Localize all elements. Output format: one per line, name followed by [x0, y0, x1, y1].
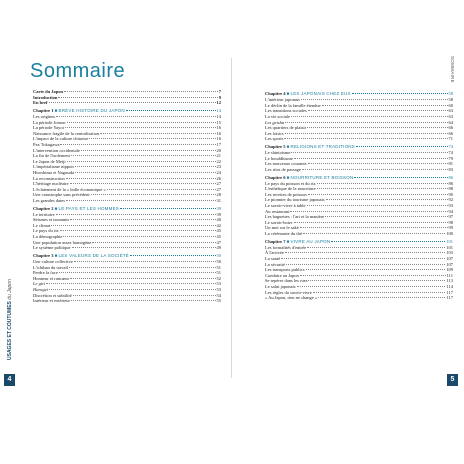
toc-entry-title: Un mot sur le saké [265, 225, 299, 231]
dot-leader [92, 242, 215, 243]
dot-leader [300, 275, 446, 276]
running-header-left [4, 279, 18, 360]
toc-page-number: 74 [448, 150, 453, 156]
toc-page-number: 98 [448, 219, 453, 225]
toc-page-number: 20 [216, 147, 221, 153]
toc-entry [33, 245, 221, 251]
toc-entry-title: L'ichiban du travail [33, 264, 69, 270]
toc-page-number: 24 [216, 169, 221, 175]
dot-leader [70, 278, 216, 279]
dot-leader [56, 214, 216, 215]
toc-entry-title: Le shintoïsme [265, 150, 291, 156]
square-bullet-icon: ■ [285, 144, 291, 150]
toc-page-number: 14 [216, 107, 221, 113]
toc-page-number: 86 [448, 180, 453, 186]
toc-page-number: 97 [448, 214, 453, 220]
toc-page-number: 107 [446, 256, 453, 261]
toc-page-number: 55 [216, 298, 221, 304]
dot-leader [281, 258, 445, 259]
toc-entry-title: Le pays du riz [33, 228, 59, 234]
dot-leader [100, 133, 215, 134]
dot-leader [70, 183, 216, 184]
toc-page-number: 51 [216, 264, 221, 270]
toc-right-column [265, 89, 453, 301]
dot-leader [286, 264, 445, 265]
toc-entry-title: Séismes et tsunamis [33, 217, 70, 223]
toc-entry-title: Le territoire [33, 211, 55, 217]
toc-entry-title: En bref [33, 100, 48, 106]
chapter-name: VIVRE AU JAPON [290, 238, 331, 244]
dot-leader [325, 216, 447, 217]
toc-entry-title: Les grandes dates [33, 197, 65, 203]
toc-entry-title: La fin de l'isolement [33, 153, 70, 159]
toc-entry-title: Le savoir-boire [265, 219, 293, 225]
chapter-name: LE PAYS ET LES HOMMES [58, 205, 119, 211]
toc-entry-title: L'éclatement de la « bulle économique » [33, 186, 106, 192]
chapter-name: LES JAPONAIS CHEZ EUX [290, 91, 351, 97]
dot-leader [317, 183, 448, 184]
square-bullet-icon: ■ [53, 253, 59, 258]
toc-entry-title: Le système politique [33, 245, 71, 251]
dot-leader [91, 194, 216, 195]
toc-page-number: 117 [446, 295, 453, 301]
toc-page-number: 74 [448, 144, 453, 150]
dot-leader [294, 222, 448, 223]
toc-entry-title: Le pays du poisson et du riz [265, 180, 316, 186]
dot-leader [71, 300, 216, 301]
dot-leader [74, 261, 216, 262]
toc-page-number: 79 [448, 155, 453, 161]
toc-page-number: 66 [448, 125, 453, 131]
toc-page-number: 39 [216, 205, 221, 211]
dot-leader [58, 97, 217, 98]
toc-entry-title: Le pionnier du tourisme japonais [265, 197, 325, 203]
toc-entry-title: À l'arrivée [265, 250, 284, 256]
toc-page-number: 94 [448, 208, 453, 214]
toc-page-number: 90 [448, 191, 453, 197]
toc-page-number: 58 [448, 91, 453, 97]
chapter-number: Chapitre 1 [33, 107, 54, 113]
dot-leader [51, 225, 215, 226]
toc-page-number: 16 [216, 130, 221, 136]
chapter-number: Chapitre 6 [265, 174, 286, 180]
toc-entry-title: Haragei [33, 286, 48, 292]
dot-leader [313, 292, 446, 293]
dot-leader [72, 247, 216, 248]
toc-page-number: 114 [446, 283, 453, 289]
dot-leader [66, 200, 216, 201]
toc-page-number: 113 [446, 278, 453, 284]
toc-entry-title: L'impérialisme nippon [33, 164, 74, 170]
toc-entry-title: « Au Japon, rien ne change » [265, 295, 318, 301]
toc-entry-title: Naissance fragile de la centralisation [33, 130, 100, 136]
toc-page-number: 54 [216, 292, 221, 298]
toc-page-number: 45 [216, 234, 221, 240]
page-number-right: 5 [447, 374, 458, 386]
toc-entry [265, 136, 453, 142]
toc-page-number: 92 [448, 197, 453, 203]
toc-entry-title: Pax Tokugawa [33, 141, 60, 147]
toc-entry-title: Les loisirs [265, 130, 284, 136]
toc-page-number: 64 [448, 119, 453, 125]
dot-leader [81, 150, 216, 151]
toc-page-number: 103 [446, 250, 453, 256]
toc-entry-title: Une culture collective [33, 259, 73, 264]
toc-entry-title: La sécurité [265, 261, 285, 267]
dot-leader [107, 189, 216, 190]
toc-page-number: 47 [216, 239, 221, 245]
toc-page-number: 51 [216, 270, 221, 276]
toc-page-number: 17 [216, 141, 221, 147]
dot-leader [308, 194, 448, 195]
chapter-number: Chapitre 7 [265, 238, 286, 244]
toc-page-number: 88 [448, 186, 453, 192]
dot-leader [49, 102, 216, 103]
toc-entry [265, 231, 453, 237]
toc-page-number: 60 [448, 102, 453, 108]
toc-entry-title: Les règles du savoir-vivre [265, 289, 312, 295]
chapter-name: RELIGIONS ET TRADITIONS [290, 144, 355, 150]
toc-entry-title: Le climat [33, 222, 51, 228]
toc-entry-title: Le giri [33, 281, 46, 287]
dot-leader [290, 211, 447, 212]
toc-entry-title: L'intérieur japonais [265, 97, 300, 103]
gutter-divider [231, 58, 232, 378]
chapter-name: LES VALEURS DE LA SOCIÉTÉ [58, 253, 129, 258]
dot-leader [67, 122, 216, 123]
dot-leader [73, 295, 216, 296]
page-number-left: 4 [4, 374, 15, 386]
dot-leader [291, 116, 448, 117]
square-bullet-icon: ■ [285, 91, 291, 97]
toc-entry-title: Les geisha [265, 119, 285, 125]
toc-page-number: 81 [448, 161, 453, 167]
chapter-number: Chapitre 3 [33, 253, 54, 258]
square-bullet-icon: ■ [285, 174, 291, 180]
toc-entry [265, 167, 453, 173]
dot-leader [59, 272, 216, 273]
toc-entry-title: Introduction [33, 94, 58, 100]
dot-leader [308, 280, 445, 281]
toc-page-number: 27 [216, 186, 221, 192]
dot-leader [56, 116, 215, 117]
dot-leader [66, 178, 216, 179]
dot-leader [285, 122, 447, 123]
toc-entry-title: Les transitions sociales [265, 108, 307, 114]
toc-entry-title: Hiroshima et Nagasaki [33, 169, 75, 175]
toc-entry-title: Les baguettes : l'art et la manière [265, 214, 325, 220]
toc-entry-title: L'impact de la culture chinoise [33, 136, 89, 142]
toc-page-number: 86 [448, 174, 453, 180]
dot-leader [300, 227, 448, 228]
dot-leader [49, 289, 216, 290]
toc-entry-title: Une population assez homogène [33, 239, 92, 245]
dot-leader [354, 177, 447, 178]
dot-leader [64, 91, 218, 92]
running-header-right [447, 56, 457, 96]
dot-leader [308, 163, 448, 164]
chapter-name: BRÈVE HISTOIRE DU JAPON [58, 107, 125, 113]
toc-page-number: 58 [448, 97, 453, 103]
toc-page-number: 71 [448, 136, 453, 142]
toc-page-number: 101 [446, 238, 453, 244]
toc-page-number: 63 [448, 113, 453, 119]
toc-entry-title: Au restaurant [265, 208, 290, 214]
toc-page-number: 21 [216, 153, 221, 159]
toc-entry-title: La période Jomon [33, 119, 66, 125]
book-title: USAGES ET COUTUMES [7, 301, 13, 360]
toc-entry-title: L'héritage nucléaire [33, 181, 69, 187]
toc-entry-title: L'esthétique de la nourriture [265, 186, 316, 192]
toc-page-number: 66 [448, 130, 453, 136]
toc-page-number: 28 [216, 192, 221, 198]
dot-leader [317, 188, 448, 189]
toc-page-number: 23 [216, 164, 221, 170]
dot-leader [63, 236, 215, 237]
toc-page-number: 53 [216, 281, 221, 287]
toc-page-number: 83 [448, 166, 453, 172]
dot-leader [352, 93, 448, 94]
dot-leader [46, 283, 215, 284]
dot-leader [307, 247, 445, 248]
toc-entry-title: L'intervention occidentale [33, 147, 80, 153]
toc-entry-title: Se repérer dans les rues [265, 278, 308, 284]
toc-entry [265, 295, 453, 301]
dot-leader [303, 233, 445, 234]
toc-page-number: 26 [216, 175, 221, 181]
toc-entry-title: La démographie [33, 234, 63, 240]
toc-entry-title: Perdre la face [33, 270, 58, 276]
toc-entry [33, 198, 221, 204]
toc-page-number: 53 [216, 286, 221, 292]
toc-page-number: 49 [216, 245, 221, 251]
dot-leader [318, 297, 445, 298]
toc-entry-title: La cérémonie du thé [265, 231, 302, 237]
chapter-name: NOURRITURE ET BOISSON [290, 174, 354, 180]
toc-entry-title: Intérieur et extérieur [33, 298, 70, 304]
section-label: SOMMAIRE [450, 56, 455, 83]
toc-entry-title: Le salut japonais [265, 283, 296, 289]
chapter-number: Chapitre 4 [265, 91, 286, 97]
dot-leader [291, 152, 447, 153]
toc-page-number: 9 [218, 94, 221, 100]
toc-entry-title: Les nouveaux courants [265, 161, 307, 167]
toc-page-number: 109 [446, 267, 453, 273]
dot-leader [285, 252, 445, 253]
toc-entry-title: Les formalités d'entrée [265, 244, 307, 250]
toc-entry-title: Le bouddhisme [265, 155, 293, 161]
dot-leader [70, 219, 215, 220]
toc-entry [33, 100, 221, 106]
toc-page-number: 27 [216, 181, 221, 187]
toc-page-number: 101 [446, 244, 453, 250]
toc-entry-title: Honneur et rancœur [33, 275, 69, 281]
toc-page-number: 52 [216, 275, 221, 281]
dot-leader [120, 208, 216, 209]
toc-page-number: 7 [218, 89, 221, 94]
dot-leader [322, 105, 448, 106]
book-subtitle: du Japon [7, 279, 13, 300]
dot-leader [302, 169, 448, 170]
dot-leader [75, 172, 215, 173]
dot-leader [297, 286, 446, 287]
toc-page-number: 31 [216, 197, 221, 203]
toc-entry-title: Le savoir-vivre à table [265, 203, 306, 209]
dot-leader [75, 166, 216, 167]
square-bullet-icon: ■ [53, 107, 59, 113]
square-bullet-icon: ■ [285, 238, 291, 244]
toc-entry-title: Conduire au Japon [265, 272, 299, 278]
dot-leader [308, 110, 448, 111]
toc-page-number: 42 [216, 222, 221, 228]
toc-page-number: 100 [446, 231, 453, 237]
dot-leader [60, 230, 216, 231]
toc-entry-title: La période Yayoi [33, 125, 64, 131]
toc-entry-title: Les transports publics [265, 267, 305, 273]
toc-page-number: 50 [216, 253, 221, 258]
chapter-number: Chapitre 2 [33, 205, 54, 211]
toc-page-number: 16 [216, 125, 221, 131]
toc-left-column [33, 89, 221, 304]
toc-entry-title: Carte du Japon [33, 89, 64, 94]
toc-entry-title: La vie sociale [265, 113, 290, 119]
toc-entry-title: Une catastrophe sans précédent [33, 192, 90, 198]
page-title: Sommaire [30, 60, 126, 82]
toc-page-number: 14 [216, 113, 221, 119]
dot-leader [69, 267, 215, 268]
dot-leader [307, 205, 448, 206]
toc-page-number: 50 [216, 259, 221, 264]
toc-page-number: 99 [448, 225, 453, 231]
toc-entry-title: Les origines [33, 113, 56, 119]
toc-entry-title: Les recettes de poisson [265, 191, 307, 197]
dot-leader [294, 158, 448, 159]
chapter-number: Chapitre 5 [265, 144, 286, 150]
toc-page-number: 12 [216, 100, 221, 106]
dot-leader [60, 144, 215, 145]
dot-leader [356, 146, 448, 147]
toc-entry-title: Le Japon de Meiji [33, 158, 66, 164]
dot-leader [130, 255, 216, 256]
dot-leader [71, 155, 216, 156]
toc-entry-title: La santé [265, 256, 281, 261]
toc-page-number: 15 [216, 119, 221, 125]
dot-leader [65, 127, 216, 128]
dot-leader [301, 99, 448, 100]
dot-leader [331, 241, 445, 242]
toc-entry-title: Les quartiers de plaisir [265, 125, 307, 131]
dot-leader [67, 161, 216, 162]
square-bullet-icon: ■ [53, 205, 59, 211]
toc-page-number: 45 [216, 228, 221, 234]
toc-entry-title: Le déclin de la famille étendue [265, 102, 321, 108]
toc-page-number: 117 [446, 289, 453, 295]
dot-leader [326, 199, 448, 200]
dot-leader [284, 138, 447, 139]
toc-entry [33, 298, 221, 304]
dot-leader [307, 127, 447, 128]
toc-page-number: 22 [216, 158, 221, 164]
dot-leader [89, 138, 215, 139]
toc-page-number: 111 [446, 272, 453, 278]
toc-page-number: 63 [448, 108, 453, 114]
toc-entry-title: Les sports [265, 136, 284, 142]
toc-page-number: 107 [446, 261, 453, 267]
dot-leader [285, 133, 448, 134]
toc-page-number: 16 [216, 136, 221, 142]
toc-page-number: 93 [448, 203, 453, 209]
toc-entry-title: Discrétion et subtilité [33, 292, 72, 298]
dot-leader [306, 269, 446, 270]
toc-entry-title: La reconstruction [33, 175, 65, 181]
dot-leader [126, 110, 216, 111]
toc-page-number: 40 [216, 217, 221, 223]
toc-entry-title: Les rites de passage [265, 166, 301, 172]
toc-page-number: 39 [216, 211, 221, 217]
